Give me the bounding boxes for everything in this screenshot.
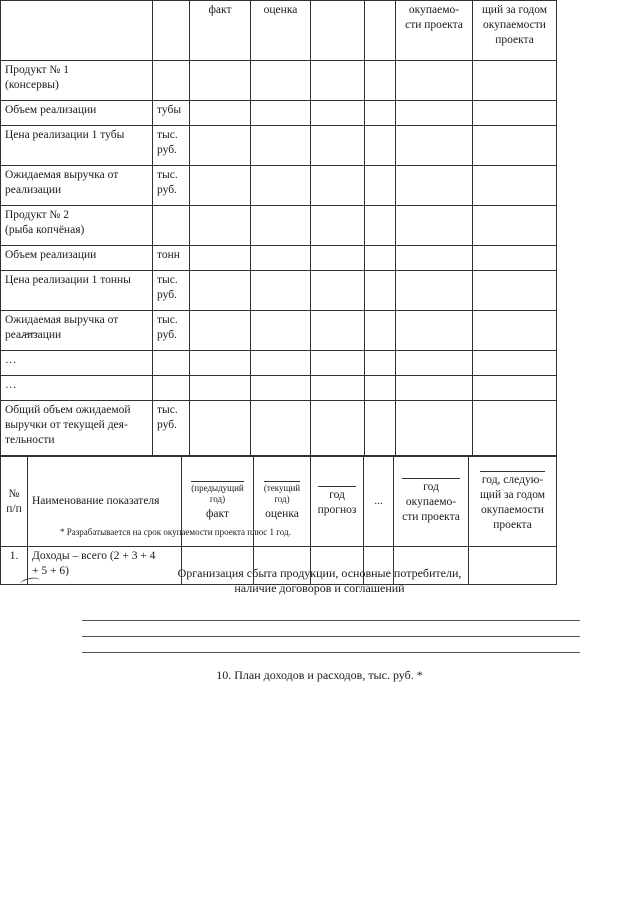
- table-cell: [473, 126, 557, 166]
- table-row: [1, 311, 557, 351]
- row-unit: тыс. руб.: [153, 126, 190, 166]
- table-cell: [190, 246, 251, 271]
- table-row: [1, 401, 557, 456]
- header-cur-label: оценка: [265, 508, 299, 520]
- table-cell: [311, 311, 365, 351]
- table-cell: [251, 206, 311, 246]
- table-cell: [396, 376, 473, 401]
- table-cell: [311, 246, 365, 271]
- header-cell: [153, 1, 190, 61]
- table-cell: [365, 246, 396, 271]
- table-cell: [396, 271, 473, 311]
- footnote: * Разрабатывается на срок окупаемости проекта плюс 1 год.: [60, 527, 291, 537]
- table-row: [1, 126, 557, 166]
- table-cell: [473, 61, 557, 101]
- table-cell: [396, 311, 473, 351]
- row-label: Цена реализации 1 тубы: [1, 126, 153, 166]
- table-cell: [365, 166, 396, 206]
- header-cell: факт: [190, 1, 251, 61]
- table-cell: [311, 206, 365, 246]
- table-cell: [396, 166, 473, 206]
- section-title: [0, 566, 639, 596]
- row-label: …: [1, 376, 153, 401]
- header-cur-note: (текущий год): [263, 483, 301, 504]
- table-cell: [473, 101, 557, 126]
- header-payback-label: год окупаемо- сти проекта: [402, 478, 460, 525]
- table-row: [1, 351, 557, 376]
- table-cell: [251, 246, 311, 271]
- table-cell: [251, 351, 311, 376]
- table-cell: [365, 311, 396, 351]
- table-cell: [365, 101, 396, 126]
- table-row: [1, 246, 557, 271]
- table-cell: [396, 61, 473, 101]
- table-cell: [396, 401, 473, 456]
- table-cell: [365, 271, 396, 311]
- table-cell: [190, 401, 251, 456]
- header-cell: щий за годом окупаемости проекта: [473, 1, 557, 61]
- table-row: [1, 376, 557, 401]
- header-next-label: год, следую- щий за годом окупаемости проекта: [480, 471, 545, 533]
- row-unit: тонн: [153, 246, 190, 271]
- row-unit: [153, 376, 190, 401]
- table-cell: [473, 271, 557, 311]
- table-row: [1, 206, 557, 246]
- table-cell: [365, 206, 396, 246]
- header-prev-label: факт: [205, 508, 230, 520]
- header-cell: [365, 1, 396, 61]
- table-cell: [473, 351, 557, 376]
- header-cell: [311, 1, 365, 61]
- table-cell: [311, 126, 365, 166]
- header-cell: окупаемо- сти проекта: [396, 1, 473, 61]
- table-cell: [365, 61, 396, 101]
- header-forecast: [311, 457, 364, 547]
- table-cell: [190, 166, 251, 206]
- header-payback: [394, 457, 469, 547]
- table-cell: [473, 206, 557, 246]
- table-cell: [251, 271, 311, 311]
- row-unit: тыс. руб.: [153, 311, 190, 351]
- table-cell: [311, 351, 365, 376]
- table-cell: [473, 246, 557, 271]
- row-label: Ожидаемая выручка от реализации: [1, 311, 153, 351]
- table-cell: [365, 401, 396, 456]
- row-label: Ожидаемая выручка от реализации: [1, 166, 153, 206]
- row-name: Доходы – всего (2 + 3 + 4 + 5 + 6): [28, 547, 182, 585]
- table-cell: [311, 271, 365, 311]
- fill-line: [82, 652, 580, 653]
- row-label: Объем реализации: [1, 246, 153, 271]
- row-label: Объем реализации: [1, 101, 153, 126]
- row-unit: [153, 351, 190, 376]
- table-cell: [473, 401, 557, 456]
- table-cell: [365, 126, 396, 166]
- table-cell: [365, 351, 396, 376]
- row-unit: тыс. руб.: [153, 166, 190, 206]
- table-cell: [190, 271, 251, 311]
- table-cell: [190, 126, 251, 166]
- table-cell: [251, 376, 311, 401]
- table-cell: [190, 61, 251, 101]
- table-cell: [190, 101, 251, 126]
- table-cell: [396, 246, 473, 271]
- table-cell: [311, 376, 365, 401]
- table-cell: [251, 126, 311, 166]
- table-cell: [396, 206, 473, 246]
- fill-line: [82, 620, 580, 621]
- table-cell: [396, 101, 473, 126]
- header-name: Наименование показателя: [28, 457, 182, 547]
- table-cell: [473, 166, 557, 206]
- header-next: [469, 457, 557, 547]
- table-cell: [251, 311, 311, 351]
- table-cell: [190, 376, 251, 401]
- table-cell: [473, 376, 557, 401]
- table-row: [1, 166, 557, 206]
- header-cell: оценка: [251, 1, 311, 61]
- row-unit: тыс. руб.: [153, 401, 190, 456]
- fill-line: [82, 636, 580, 637]
- row-label: …: [1, 351, 153, 376]
- header-forecast-label: год прогноз: [318, 486, 357, 518]
- table-cell: [396, 126, 473, 166]
- table-cell: [311, 166, 365, 206]
- header-dots: ...: [364, 457, 394, 547]
- header-num: № п/п: [1, 457, 28, 547]
- table-row: [1, 61, 557, 101]
- row-unit: [153, 206, 190, 246]
- table-row: [1, 101, 557, 126]
- row-unit: тыс. руб.: [153, 271, 190, 311]
- row-label: Общий объем ожидаемой выручки от текущей дея- тельности: [1, 401, 153, 456]
- table-cell: [365, 376, 396, 401]
- table-cell: [311, 101, 365, 126]
- table-cell: [251, 61, 311, 101]
- table-cell: [396, 351, 473, 376]
- section-title-line: наличие договоров и соглашений: [234, 581, 405, 595]
- row-label: Продукт № 1 (консервы): [1, 61, 153, 101]
- table-cell: [190, 351, 251, 376]
- table-cell: [311, 61, 365, 101]
- table-cell: [190, 311, 251, 351]
- row-label: Цена реализации 1 тонны: [1, 271, 153, 311]
- row-unit: [153, 61, 190, 101]
- header-cell: [1, 1, 153, 61]
- section-title-line: Организация сбыта продукции, основные потребители,: [177, 566, 462, 580]
- section-heading: 10. План доходов и расходов, тыс. руб. *: [216, 668, 423, 682]
- row-unit: тубы: [153, 101, 190, 126]
- row-label: Продукт № 2 (рыба копчёная): [1, 206, 153, 246]
- table-cell: [190, 206, 251, 246]
- table-cell: [473, 311, 557, 351]
- sales-table: [0, 0, 557, 456]
- row-num: 1.: [1, 547, 28, 585]
- header-prev-note: (предыдущий год): [191, 483, 244, 504]
- table-cell: [251, 166, 311, 206]
- table-header-row: [1, 1, 557, 61]
- table-row: [1, 271, 557, 311]
- table-cell: [251, 401, 311, 456]
- table-cell: [311, 401, 365, 456]
- table-cell: [251, 101, 311, 126]
